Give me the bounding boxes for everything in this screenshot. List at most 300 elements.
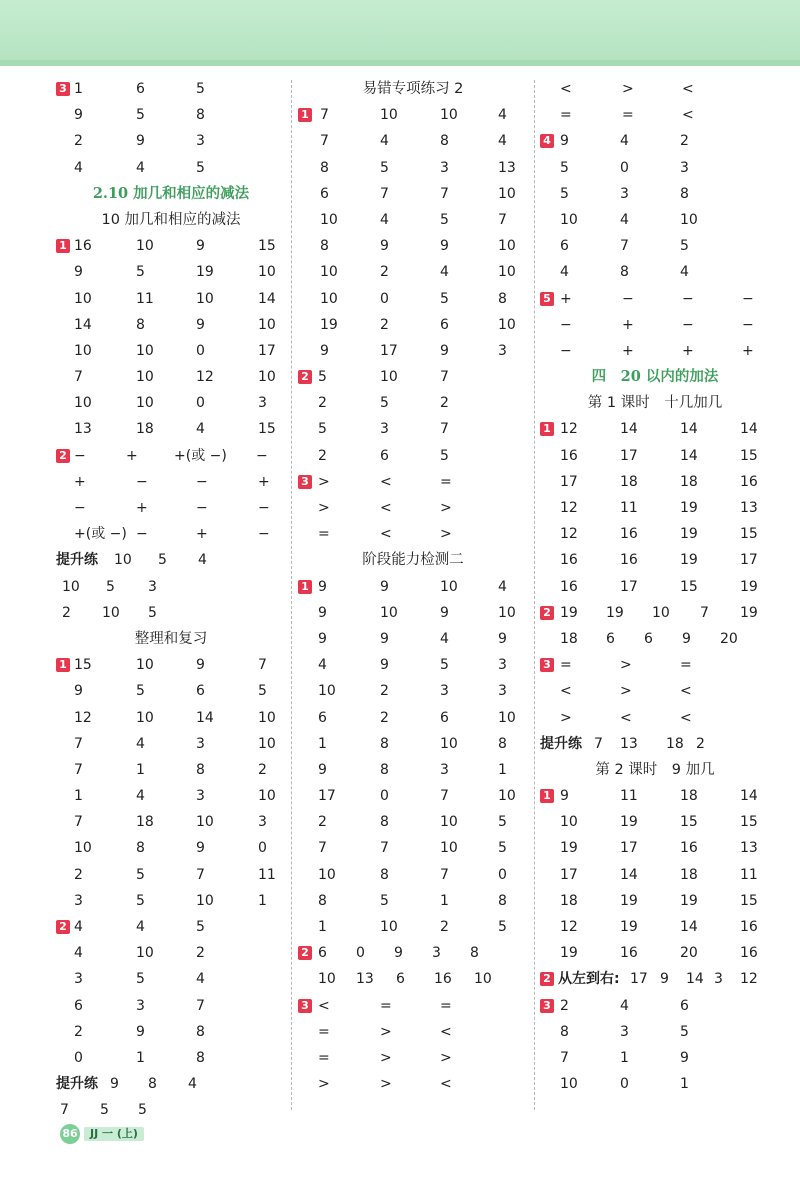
answer-value: 10 bbox=[440, 578, 458, 595]
answer-row bbox=[298, 233, 528, 259]
answer-value: 19 bbox=[560, 604, 578, 621]
answer-value: 11 bbox=[136, 290, 154, 307]
answer-value: 15 bbox=[258, 421, 276, 438]
answer-value: 14 bbox=[74, 316, 92, 333]
answer-value: 16 bbox=[740, 919, 758, 935]
answer-value: + bbox=[74, 473, 86, 490]
answer-value: 18 bbox=[680, 866, 698, 883]
answer-value: 6 bbox=[396, 971, 405, 988]
answer-value: 10 bbox=[498, 604, 516, 621]
answer-value: + bbox=[622, 342, 634, 359]
answer-value: 2 bbox=[74, 866, 83, 883]
answer-value: 19 bbox=[740, 604, 758, 621]
question-number-badge: 2 bbox=[540, 972, 554, 986]
answer-value: 4 bbox=[198, 552, 207, 569]
answer-value: 4 bbox=[188, 1076, 197, 1093]
answer-value: 19 bbox=[680, 500, 698, 516]
answer-value: 9 bbox=[394, 945, 403, 962]
answer-row bbox=[540, 862, 770, 888]
answer-value: 7 bbox=[320, 107, 329, 124]
answer-value: 4 bbox=[440, 630, 449, 647]
answer-value: 3 bbox=[620, 1023, 629, 1040]
answer-value: − bbox=[560, 342, 572, 359]
answer-value: 8 bbox=[380, 814, 389, 831]
answer-row bbox=[540, 652, 770, 678]
answer-value: 13 bbox=[620, 735, 638, 752]
answer-row bbox=[56, 155, 286, 181]
answer-value: 6 bbox=[196, 683, 205, 700]
answer-row bbox=[540, 940, 770, 966]
answer-value: 9 bbox=[136, 133, 145, 150]
answer-row bbox=[56, 364, 286, 390]
answer-value: 10 bbox=[440, 107, 458, 124]
answer-row bbox=[56, 678, 286, 704]
answer-value: 10 bbox=[474, 971, 492, 988]
answer-row bbox=[298, 128, 528, 154]
question-number-badge: 2 bbox=[540, 606, 554, 620]
answer-value: 2 bbox=[680, 133, 689, 150]
answer-value: 9 bbox=[440, 238, 449, 255]
answer-value: 9 bbox=[196, 316, 205, 333]
answer-value: 5 bbox=[136, 866, 145, 883]
section-heading: 易错专项练习 2 bbox=[362, 81, 464, 97]
answer-value: 7 bbox=[196, 997, 205, 1014]
answer-value: 18 bbox=[136, 814, 154, 831]
answer-value: 4 bbox=[196, 971, 205, 988]
answer-value: 4 bbox=[440, 264, 449, 281]
answer-value: > bbox=[318, 473, 330, 490]
answer-value: 2 bbox=[440, 919, 449, 935]
answer-row bbox=[540, 76, 770, 102]
answer-value: 6 bbox=[440, 709, 449, 726]
answer-value: 9 bbox=[136, 1023, 145, 1040]
answer-value: − bbox=[742, 290, 754, 307]
answer-value: 5 bbox=[440, 447, 449, 464]
answer-value: 9 bbox=[440, 604, 449, 621]
answer-value: − bbox=[258, 526, 270, 543]
answer-row bbox=[298, 600, 528, 626]
answer-value: 12 bbox=[196, 369, 214, 386]
answer-row bbox=[540, 521, 770, 547]
answer-value: 7 bbox=[560, 1049, 569, 1066]
question-number-badge: 4 bbox=[540, 134, 554, 148]
answer-value: 10 bbox=[652, 604, 670, 621]
answer-value: 4 bbox=[196, 421, 205, 438]
answer-value: 4 bbox=[74, 159, 83, 176]
answer-row bbox=[56, 783, 286, 809]
section-heading: 第 2 课时 9 加几 bbox=[595, 761, 715, 778]
question-number-badge: 3 bbox=[540, 999, 554, 1013]
answer-value: 2 bbox=[74, 1023, 83, 1040]
answer-value: 8 bbox=[440, 133, 449, 150]
answer-value: 12 bbox=[560, 919, 578, 935]
answer-value: 1 bbox=[74, 788, 83, 805]
answer-value: 10 bbox=[380, 604, 398, 621]
section-heading: 第 1 课时 十几加几 bbox=[587, 395, 723, 412]
question-number-badge: 2 bbox=[298, 370, 312, 384]
answer-row bbox=[56, 76, 286, 102]
answer-value: 9 bbox=[380, 578, 389, 595]
answer-value: 5 bbox=[196, 919, 205, 935]
answer-row bbox=[56, 574, 286, 600]
answer-value: 17 bbox=[560, 866, 578, 883]
answer-value: 4 bbox=[498, 133, 507, 150]
answer-value: 8 bbox=[498, 290, 507, 307]
answer-value: > bbox=[440, 526, 452, 543]
answer-value: < bbox=[680, 709, 692, 726]
answer-value: 9 bbox=[318, 578, 327, 595]
answer-row bbox=[298, 469, 528, 495]
answer-value: 10 bbox=[136, 945, 154, 962]
answer-value: − bbox=[258, 500, 270, 516]
answer-value: 8 bbox=[320, 238, 329, 255]
answer-value: 5 bbox=[498, 814, 507, 831]
answer-value: 12 bbox=[560, 500, 578, 516]
answer-value: 10 bbox=[258, 735, 276, 752]
answer-value: 4 bbox=[136, 788, 145, 805]
answer-value: 15 bbox=[258, 238, 276, 255]
answer-row bbox=[298, 102, 528, 128]
answer-value: 18 bbox=[560, 892, 578, 909]
answer-row bbox=[298, 993, 528, 1019]
answer-value: 19 bbox=[740, 578, 758, 595]
answer-value: 9 bbox=[110, 1076, 119, 1093]
answer-row bbox=[298, 312, 528, 338]
answer-row bbox=[56, 338, 286, 364]
answer-value: +(或 −) bbox=[174, 447, 227, 464]
answer-value: 1 bbox=[620, 1049, 629, 1066]
answer-value: 9 bbox=[196, 840, 205, 857]
answer-row bbox=[298, 390, 528, 416]
answer-row bbox=[298, 443, 528, 469]
answer-value: 4 bbox=[620, 997, 629, 1014]
answer-value: 16 bbox=[740, 945, 758, 962]
answer-value: 19 bbox=[620, 814, 638, 831]
answer-row bbox=[56, 940, 286, 966]
answer-value: 7 bbox=[440, 866, 449, 883]
answer-value: 5 bbox=[380, 395, 389, 412]
answer-value: 9 bbox=[560, 788, 569, 805]
answer-value: 14 bbox=[686, 971, 704, 988]
answer-value: 8 bbox=[380, 761, 389, 778]
answer-value: 10 bbox=[680, 211, 698, 228]
answer-value: + bbox=[742, 342, 754, 359]
answer-value: 3 bbox=[440, 761, 449, 778]
answer-value: 3 bbox=[196, 735, 205, 752]
answer-value: 4 bbox=[318, 657, 327, 674]
answer-value: 15 bbox=[74, 657, 92, 674]
answer-value: 7 bbox=[196, 866, 205, 883]
answer-value: 7 bbox=[74, 735, 83, 752]
answer-row bbox=[540, 809, 770, 835]
answer-value: 5 bbox=[498, 919, 507, 935]
answer-value: > bbox=[620, 683, 632, 700]
answer-value: < bbox=[440, 1023, 452, 1040]
answer-row bbox=[56, 547, 286, 573]
answer-row bbox=[298, 705, 528, 731]
answer-value: 6 bbox=[606, 630, 615, 647]
answer-row bbox=[540, 443, 770, 469]
answer-value: 4 bbox=[620, 133, 629, 150]
answer-value: 1 bbox=[440, 892, 449, 909]
answer-value: 19 bbox=[560, 840, 578, 857]
answer-value: 16 bbox=[620, 552, 638, 569]
answer-value: 5 bbox=[440, 211, 449, 228]
answer-value: 7 bbox=[74, 761, 83, 778]
answer-value: 1 bbox=[680, 1076, 689, 1093]
question-number-badge: 1 bbox=[298, 580, 312, 594]
answer-value: 8 bbox=[196, 761, 205, 778]
answer-row bbox=[298, 731, 528, 757]
answer-value: 10 bbox=[74, 342, 92, 359]
question-number-badge: 3 bbox=[540, 658, 554, 672]
answer-row bbox=[298, 862, 528, 888]
answer-row bbox=[56, 757, 286, 783]
answer-value: − bbox=[682, 290, 694, 307]
answer-row bbox=[298, 155, 528, 181]
answer-row bbox=[298, 416, 528, 442]
answer-value: 1 bbox=[318, 919, 327, 935]
answer-row bbox=[540, 888, 770, 914]
answer-row bbox=[298, 835, 528, 861]
answer-value: 3 bbox=[258, 395, 267, 412]
answer-value: + bbox=[258, 473, 270, 490]
answer-value: 9 bbox=[440, 342, 449, 359]
answer-value: 9 bbox=[380, 630, 389, 647]
answer-row bbox=[298, 286, 528, 312]
answer-value: 9 bbox=[682, 630, 691, 647]
answer-value: 7 bbox=[258, 657, 267, 674]
answer-value: 2 bbox=[380, 264, 389, 281]
answer-value: > bbox=[380, 1049, 392, 1066]
answer-value: 1 bbox=[498, 761, 507, 778]
answer-value: 6 bbox=[320, 185, 329, 202]
answer-value: < bbox=[380, 473, 392, 490]
answer-value: 10 bbox=[74, 840, 92, 857]
answer-row bbox=[56, 914, 286, 940]
answer-value: 6 bbox=[74, 997, 83, 1014]
answer-value: 4 bbox=[680, 264, 689, 281]
answer-value: < bbox=[682, 107, 694, 124]
answer-value: 2 bbox=[74, 133, 83, 150]
answer-value: 18 bbox=[560, 630, 578, 647]
answer-row bbox=[540, 155, 770, 181]
answer-value: 16 bbox=[680, 840, 698, 857]
answer-value: 7 bbox=[74, 814, 83, 831]
answer-value: < bbox=[380, 500, 392, 516]
answer-value: − bbox=[560, 316, 572, 333]
answer-value: 7 bbox=[440, 369, 449, 386]
header-banner-stripe bbox=[0, 60, 800, 66]
answer-value: 5 bbox=[440, 657, 449, 674]
answer-row bbox=[298, 888, 528, 914]
section-heading: 四 20 以内的加法 bbox=[591, 368, 719, 386]
answer-value: 2 bbox=[560, 997, 569, 1014]
answer-value: 6 bbox=[380, 447, 389, 464]
answer-value: 3 bbox=[258, 814, 267, 831]
answer-value: 10 bbox=[560, 1076, 578, 1093]
answer-value: 15 bbox=[740, 814, 758, 831]
answer-value: 14 bbox=[740, 421, 758, 438]
answer-value: 17 bbox=[560, 473, 578, 490]
answer-value: 6 bbox=[136, 81, 145, 97]
answer-value: = bbox=[380, 997, 392, 1014]
answer-value: 17 bbox=[620, 447, 638, 464]
answer-row bbox=[540, 1071, 770, 1097]
answer-value: < bbox=[380, 526, 392, 543]
answer-row bbox=[540, 705, 770, 731]
answer-row bbox=[56, 469, 286, 495]
answer-value: 14 bbox=[680, 919, 698, 935]
answer-row bbox=[540, 181, 770, 207]
answer-value: 9 bbox=[320, 342, 329, 359]
question-number-badge: 1 bbox=[298, 108, 312, 122]
answer-value: 17 bbox=[318, 788, 336, 805]
answer-row bbox=[298, 207, 528, 233]
answer-value: < bbox=[318, 997, 330, 1014]
answer-value: 13 bbox=[74, 421, 92, 438]
question-number-badge: 2 bbox=[56, 920, 70, 934]
answer-value: 3 bbox=[440, 683, 449, 700]
answer-value: = bbox=[318, 526, 330, 543]
answer-value: 3 bbox=[380, 421, 389, 438]
answer-value: 11 bbox=[740, 866, 758, 883]
answer-value: 10 bbox=[196, 290, 214, 307]
answer-value: − bbox=[74, 500, 86, 516]
answer-value: 14 bbox=[680, 421, 698, 438]
answer-row bbox=[298, 626, 528, 652]
question-number-badge: 1 bbox=[56, 239, 70, 253]
answer-row bbox=[56, 1097, 286, 1123]
answer-value: + bbox=[126, 447, 138, 464]
answer-value: 0 bbox=[380, 788, 389, 805]
question-number-badge: 1 bbox=[540, 422, 554, 436]
answer-row bbox=[540, 783, 770, 809]
answer-row bbox=[540, 259, 770, 285]
answer-value: 7 bbox=[620, 238, 629, 255]
answer-value: 3 bbox=[196, 788, 205, 805]
answer-row bbox=[540, 102, 770, 128]
answer-row bbox=[56, 888, 286, 914]
answer-value: 10 bbox=[114, 552, 132, 569]
answer-value: 4 bbox=[560, 264, 569, 281]
answer-value: 10 bbox=[258, 788, 276, 805]
answer-value: 14 bbox=[620, 421, 638, 438]
answer-value: 4 bbox=[380, 211, 389, 228]
answer-value: > bbox=[318, 500, 330, 516]
answer-value: 4 bbox=[74, 945, 83, 962]
answer-value: 18 bbox=[680, 788, 698, 805]
answer-value: 7 bbox=[440, 185, 449, 202]
answer-value: 20 bbox=[720, 630, 738, 647]
answer-row bbox=[540, 416, 770, 442]
answer-value: − bbox=[196, 473, 208, 490]
answer-row bbox=[298, 1019, 528, 1045]
answer-value: = bbox=[318, 1049, 330, 1066]
answer-value: 16 bbox=[74, 238, 92, 255]
answer-value: 5 bbox=[136, 683, 145, 700]
answer-value: 0 bbox=[196, 395, 205, 412]
answer-value: > bbox=[440, 500, 452, 516]
column-separator bbox=[291, 80, 292, 1110]
answer-value: 10 bbox=[258, 709, 276, 726]
answer-value: 16 bbox=[560, 447, 578, 464]
answer-value: − bbox=[622, 290, 634, 307]
answer-row bbox=[298, 495, 528, 521]
answer-value: > bbox=[380, 1023, 392, 1040]
answer-value: 3 bbox=[148, 578, 157, 595]
answer-value: 0 bbox=[258, 840, 267, 857]
answer-value: + bbox=[560, 290, 572, 307]
answer-row bbox=[56, 390, 286, 416]
answer-value: 3 bbox=[74, 892, 83, 909]
answer-value: = bbox=[560, 107, 572, 124]
answer-value: 17 bbox=[740, 552, 758, 569]
answer-row bbox=[298, 1071, 528, 1097]
answer-value: < bbox=[682, 81, 694, 97]
answer-value: 1 bbox=[258, 892, 267, 909]
answer-row bbox=[56, 966, 286, 992]
answer-value: 9 bbox=[74, 264, 83, 281]
answer-row bbox=[540, 128, 770, 154]
answer-value: 5 bbox=[380, 892, 389, 909]
answer-value: 2 bbox=[380, 709, 389, 726]
answer-value: 7 bbox=[498, 211, 507, 228]
answer-value: 13 bbox=[498, 159, 516, 176]
answer-row bbox=[56, 312, 286, 338]
answer-value: 5 bbox=[136, 971, 145, 988]
answer-value: 10 bbox=[136, 342, 154, 359]
exercise-label: 提升练 bbox=[56, 552, 98, 569]
answer-value: 5 bbox=[136, 892, 145, 909]
answer-value: 10 bbox=[320, 264, 338, 281]
answer-value: 10 bbox=[320, 290, 338, 307]
answer-value: 9 bbox=[498, 630, 507, 647]
answer-row bbox=[298, 940, 528, 966]
answer-value: 8 bbox=[318, 892, 327, 909]
answer-value: 4 bbox=[136, 159, 145, 176]
answer-value: = bbox=[680, 657, 692, 674]
answer-row bbox=[540, 678, 770, 704]
answer-value: 7 bbox=[318, 840, 327, 857]
answer-value: 15 bbox=[680, 578, 698, 595]
answer-value: > bbox=[380, 1076, 392, 1093]
answer-value: 7 bbox=[60, 1102, 69, 1119]
question-number-badge: 3 bbox=[298, 999, 312, 1013]
answer-value: − bbox=[136, 473, 148, 490]
exercise-label: 提升练 bbox=[56, 1076, 98, 1093]
answer-value: 13 bbox=[740, 500, 758, 516]
answer-row bbox=[540, 338, 770, 364]
answer-value: 5 bbox=[196, 159, 205, 176]
answer-value: > bbox=[560, 709, 572, 726]
answer-value: 16 bbox=[620, 945, 638, 962]
answer-row bbox=[540, 600, 770, 626]
answer-value: 10 bbox=[136, 369, 154, 386]
answer-value: 12 bbox=[560, 421, 578, 438]
answer-value: − bbox=[136, 526, 148, 543]
answer-row bbox=[540, 547, 770, 573]
answer-value: 16 bbox=[620, 526, 638, 543]
answer-value: 5 bbox=[136, 107, 145, 124]
answer-value: 3 bbox=[196, 133, 205, 150]
answer-value: 1 bbox=[74, 81, 83, 97]
answer-value: 18 bbox=[136, 421, 154, 438]
answer-value: 0 bbox=[498, 866, 507, 883]
answer-value: 10 bbox=[258, 369, 276, 386]
answer-column-1 bbox=[56, 76, 286, 1124]
answer-value: 5 bbox=[380, 159, 389, 176]
